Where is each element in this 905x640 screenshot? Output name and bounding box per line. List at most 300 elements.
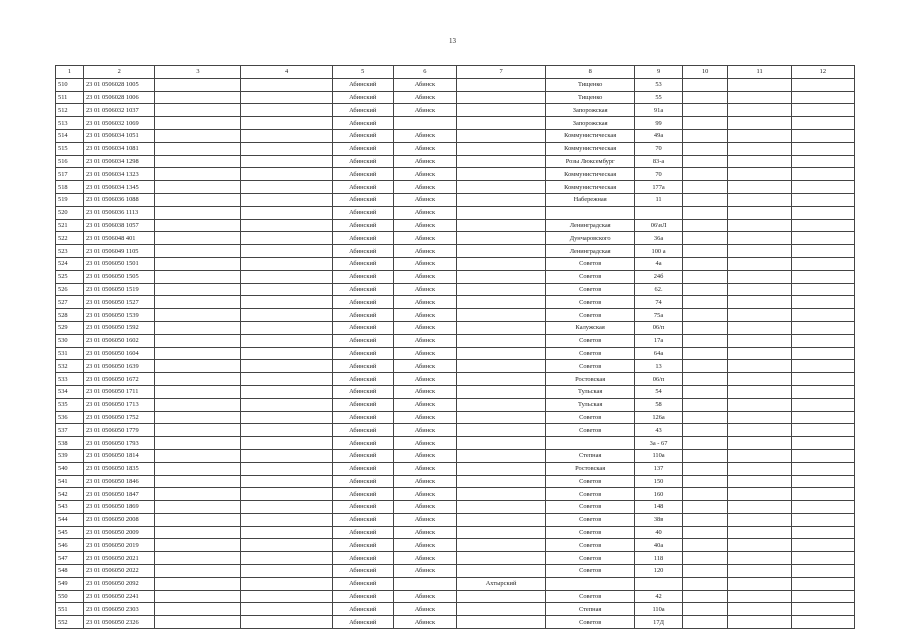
col-11-cell (728, 373, 791, 386)
table-row (56, 78, 855, 91)
city-cell (393, 117, 456, 130)
row-number-cell: 510 (56, 78, 84, 91)
column-header: 12 (791, 66, 854, 79)
column-header: 11 (728, 66, 791, 79)
col-11-cell (728, 270, 791, 283)
col-3-cell (155, 104, 241, 117)
col-4-cell (241, 437, 332, 450)
table-row (56, 488, 855, 501)
row-number-cell: 536 (56, 411, 84, 424)
city-cell: Абинск (393, 181, 456, 194)
house-number-cell: 70 (635, 142, 683, 155)
col-10-cell (682, 283, 728, 296)
settlement-cell (457, 373, 546, 386)
district-cell: Абинский (332, 360, 393, 373)
col-4-cell (241, 373, 332, 386)
district-cell: Абинский (332, 78, 393, 91)
row-number-cell: 528 (56, 309, 84, 322)
table-row (56, 475, 855, 488)
settlement-cell (457, 334, 546, 347)
col-10-cell (682, 590, 728, 603)
row-number-cell: 526 (56, 283, 84, 296)
row-number-cell: 513 (56, 117, 84, 130)
col-10-cell (682, 398, 728, 411)
col-3-cell (155, 385, 241, 398)
district-cell: Абинский (332, 142, 393, 155)
col-12-cell (791, 309, 854, 322)
row-number-cell: 547 (56, 552, 84, 565)
col-12-cell (791, 129, 854, 142)
settlement-cell (457, 117, 546, 130)
col-4-cell (241, 181, 332, 194)
street-cell: Коммунистическая (546, 129, 635, 142)
col-3-cell (155, 616, 241, 629)
table-row (56, 206, 855, 219)
cadastral-number-cell: 23 01 0506038 1057 (83, 219, 155, 232)
cadastral-number-cell: 23 01 0506050 2326 (83, 616, 155, 629)
settlement-cell (457, 539, 546, 552)
col-3-cell (155, 193, 241, 206)
table-row (56, 283, 855, 296)
col-10-cell (682, 219, 728, 232)
cadastral-number-cell: 23 01 0506050 1519 (83, 283, 155, 296)
cadastral-number-cell: 23 01 0506034 1051 (83, 129, 155, 142)
city-cell: Абинск (393, 411, 456, 424)
col-12-cell (791, 424, 854, 437)
district-cell: Абинский (332, 155, 393, 168)
settlement-cell (457, 168, 546, 181)
column-header: 3 (155, 66, 241, 79)
row-number-cell: 534 (56, 385, 84, 398)
col-12-cell (791, 219, 854, 232)
table-row (56, 513, 855, 526)
street-cell: Советов (546, 411, 635, 424)
table-row (56, 129, 855, 142)
city-cell: Абинск (393, 398, 456, 411)
street-cell: Степная (546, 603, 635, 616)
col-12-cell (791, 411, 854, 424)
col-11-cell (728, 155, 791, 168)
col-4-cell (241, 193, 332, 206)
district-cell: Абинский (332, 552, 393, 565)
row-number-cell: 524 (56, 257, 84, 270)
house-number-cell: 64а (635, 347, 683, 360)
col-12-cell (791, 78, 854, 91)
table-row (56, 539, 855, 552)
cadastral-number-cell: 23 01 0506050 2022 (83, 565, 155, 578)
col-3-cell (155, 513, 241, 526)
table-row (56, 104, 855, 117)
col-11-cell (728, 245, 791, 258)
street-cell: Тищенко (546, 91, 635, 104)
col-12-cell (791, 385, 854, 398)
col-10-cell (682, 155, 728, 168)
district-cell: Абинский (332, 603, 393, 616)
col-4-cell (241, 104, 332, 117)
district-cell: Абинский (332, 193, 393, 206)
col-11-cell (728, 257, 791, 270)
cadastral-number-cell: 23 01 0506050 1779 (83, 424, 155, 437)
city-cell: Абинск (393, 449, 456, 462)
city-cell: Абинск (393, 360, 456, 373)
cadastral-number-cell: 23 01 0506050 1835 (83, 462, 155, 475)
col-12-cell (791, 590, 854, 603)
street-cell: Советов (546, 526, 635, 539)
district-cell: Абинский (332, 91, 393, 104)
cadastral-number-cell: 23 01 0506034 1345 (83, 181, 155, 194)
col-10-cell (682, 449, 728, 462)
settlement-cell (457, 245, 546, 258)
table-row (56, 219, 855, 232)
district-cell: Абинский (332, 257, 393, 270)
house-number-cell: 36а (635, 232, 683, 245)
row-number-cell: 542 (56, 488, 84, 501)
col-11-cell (728, 539, 791, 552)
row-number-cell: 535 (56, 398, 84, 411)
house-number-cell: 40а (635, 539, 683, 552)
house-number-cell: 83-а (635, 155, 683, 168)
col-10-cell (682, 309, 728, 322)
settlement-cell (457, 309, 546, 322)
house-number-cell: 99 (635, 117, 683, 130)
cadastral-number-cell: 23 01 0506049 1105 (83, 245, 155, 258)
col-4-cell (241, 78, 332, 91)
col-3-cell (155, 360, 241, 373)
column-header: 5 (332, 66, 393, 79)
district-cell: Абинский (332, 270, 393, 283)
col-4-cell (241, 91, 332, 104)
col-11-cell (728, 475, 791, 488)
district-cell: Абинский (332, 347, 393, 360)
col-3-cell (155, 129, 241, 142)
row-number-cell: 523 (56, 245, 84, 258)
col-10-cell (682, 475, 728, 488)
col-12-cell (791, 373, 854, 386)
settlement-cell (457, 78, 546, 91)
district-cell: Абинский (332, 296, 393, 309)
settlement-cell (457, 475, 546, 488)
house-number-cell: 70 (635, 168, 683, 181)
street-cell: Советов (546, 360, 635, 373)
col-11-cell (728, 296, 791, 309)
house-number-cell: 75а (635, 309, 683, 322)
city-cell: Абинск (393, 78, 456, 91)
col-3-cell (155, 117, 241, 130)
table-row (56, 565, 855, 578)
street-cell: Дунчаровского (546, 232, 635, 245)
row-number-cell: 519 (56, 193, 84, 206)
col-4-cell (241, 296, 332, 309)
district-cell: Абинский (332, 565, 393, 578)
city-cell: Абинск (393, 488, 456, 501)
col-12-cell (791, 245, 854, 258)
row-number-cell: 521 (56, 219, 84, 232)
table-row (56, 360, 855, 373)
col-4-cell (241, 552, 332, 565)
house-number-cell: 58 (635, 398, 683, 411)
table-row (56, 577, 855, 590)
house-number-cell: 91а (635, 104, 683, 117)
settlement-cell (457, 257, 546, 270)
table-row (56, 398, 855, 411)
col-4-cell (241, 142, 332, 155)
district-cell: Абинский (332, 206, 393, 219)
col-10-cell (682, 117, 728, 130)
col-4-cell (241, 155, 332, 168)
col-10-cell (682, 501, 728, 514)
cadastral-number-cell: 23 01 0506050 2092 (83, 577, 155, 590)
col-11-cell (728, 565, 791, 578)
street-cell: Советов (546, 283, 635, 296)
house-number-cell: 177а (635, 181, 683, 194)
house-number-cell: 118 (635, 552, 683, 565)
col-3-cell (155, 552, 241, 565)
street-cell: Советов (546, 334, 635, 347)
col-3-cell (155, 283, 241, 296)
district-cell: Абинский (332, 475, 393, 488)
district-cell: Абинский (332, 245, 393, 258)
col-10-cell (682, 526, 728, 539)
row-number-cell: 530 (56, 334, 84, 347)
col-12-cell (791, 565, 854, 578)
district-cell: Абинский (332, 129, 393, 142)
col-4-cell (241, 424, 332, 437)
district-cell: Абинский (332, 334, 393, 347)
col-11-cell (728, 424, 791, 437)
district-cell: Абинский (332, 449, 393, 462)
col-4-cell (241, 117, 332, 130)
cadastral-number-cell: 23 01 0506050 1793 (83, 437, 155, 450)
col-4-cell (241, 513, 332, 526)
cadastral-number-cell: 23 01 0506050 2241 (83, 590, 155, 603)
col-12-cell (791, 321, 854, 334)
col-11-cell (728, 488, 791, 501)
settlement-cell (457, 206, 546, 219)
col-3-cell (155, 424, 241, 437)
street-cell: Ленинградская (546, 245, 635, 258)
col-4-cell (241, 219, 332, 232)
col-11-cell (728, 398, 791, 411)
cadastral-number-cell: 23 01 0506050 1711 (83, 385, 155, 398)
col-10-cell (682, 257, 728, 270)
col-12-cell (791, 501, 854, 514)
cadastral-number-cell: 23 01 0506032 1069 (83, 117, 155, 130)
row-number-cell: 538 (56, 437, 84, 450)
registry-table (55, 65, 855, 629)
col-11-cell (728, 104, 791, 117)
city-cell: Абинск (393, 309, 456, 322)
row-number-cell: 546 (56, 539, 84, 552)
district-cell: Абинский (332, 104, 393, 117)
col-3-cell (155, 155, 241, 168)
col-12-cell (791, 142, 854, 155)
row-number-cell: 522 (56, 232, 84, 245)
col-11-cell (728, 603, 791, 616)
street-cell: Советов (546, 590, 635, 603)
col-4-cell (241, 603, 332, 616)
col-4-cell (241, 616, 332, 629)
col-10-cell (682, 142, 728, 155)
city-cell: Абинск (393, 616, 456, 629)
city-cell: Абинск (393, 283, 456, 296)
col-11-cell (728, 334, 791, 347)
city-cell: Абинск (393, 321, 456, 334)
district-cell: Абинский (332, 232, 393, 245)
col-11-cell (728, 321, 791, 334)
district-cell: Абинский (332, 488, 393, 501)
row-number-cell: 531 (56, 347, 84, 360)
col-12-cell (791, 513, 854, 526)
street-cell: Тульская (546, 398, 635, 411)
page-number: 13 (449, 37, 456, 45)
col-3-cell (155, 232, 241, 245)
col-4-cell (241, 449, 332, 462)
col-3-cell (155, 270, 241, 283)
row-number-cell: 545 (56, 526, 84, 539)
col-4-cell (241, 462, 332, 475)
house-number-cell: 38в (635, 513, 683, 526)
column-header: 2 (83, 66, 155, 79)
col-10-cell (682, 437, 728, 450)
col-4-cell (241, 168, 332, 181)
house-number-cell: 42 (635, 590, 683, 603)
col-11-cell (728, 142, 791, 155)
col-10-cell (682, 373, 728, 386)
table-row (56, 181, 855, 194)
cadastral-number-cell: 23 01 0506050 1814 (83, 449, 155, 462)
table-body (56, 78, 855, 628)
col-10-cell (682, 411, 728, 424)
city-cell: Абинск (393, 270, 456, 283)
table-row (56, 437, 855, 450)
table-row (56, 321, 855, 334)
col-11-cell (728, 168, 791, 181)
col-4-cell (241, 334, 332, 347)
district-cell: Абинский (332, 590, 393, 603)
cadastral-number-cell: 23 01 0506032 1037 (83, 104, 155, 117)
row-number-cell: 533 (56, 373, 84, 386)
col-4-cell (241, 475, 332, 488)
table-row (56, 270, 855, 283)
city-cell: Абинск (393, 552, 456, 565)
col-3-cell (155, 501, 241, 514)
col-12-cell (791, 475, 854, 488)
city-cell: Абинск (393, 565, 456, 578)
col-12-cell (791, 155, 854, 168)
col-10-cell (682, 462, 728, 475)
settlement-cell (457, 104, 546, 117)
table-row (56, 347, 855, 360)
settlement-cell (457, 424, 546, 437)
city-cell: Абинск (393, 539, 456, 552)
col-4-cell (241, 577, 332, 590)
col-12-cell (791, 488, 854, 501)
house-number-cell (635, 206, 683, 219)
settlement-cell (457, 411, 546, 424)
col-10-cell (682, 424, 728, 437)
row-number-cell: 516 (56, 155, 84, 168)
col-4-cell (241, 129, 332, 142)
row-number-cell: 529 (56, 321, 84, 334)
table-row (56, 462, 855, 475)
col-11-cell (728, 526, 791, 539)
row-number-cell: 550 (56, 590, 84, 603)
cadastral-number-cell: 23 01 0506034 1081 (83, 142, 155, 155)
settlement-cell (457, 142, 546, 155)
col-11-cell (728, 449, 791, 462)
house-number-cell: 54 (635, 385, 683, 398)
column-header: 9 (635, 66, 683, 79)
table-row (56, 424, 855, 437)
col-11-cell (728, 360, 791, 373)
col-4-cell (241, 565, 332, 578)
street-cell: Советов (546, 270, 635, 283)
col-4-cell (241, 270, 332, 283)
col-4-cell (241, 309, 332, 322)
col-12-cell (791, 398, 854, 411)
col-3-cell (155, 526, 241, 539)
col-10-cell (682, 334, 728, 347)
cadastral-number-cell: 23 01 0506050 1846 (83, 475, 155, 488)
row-number-cell: 512 (56, 104, 84, 117)
col-10-cell (682, 565, 728, 578)
table-row (56, 616, 855, 629)
col-12-cell (791, 270, 854, 283)
district-cell: Абинский (332, 616, 393, 629)
settlement-cell (457, 181, 546, 194)
row-number-cell: 539 (56, 449, 84, 462)
settlement-cell (457, 603, 546, 616)
settlement-cell (457, 283, 546, 296)
street-cell: Советов (546, 309, 635, 322)
table-row (56, 603, 855, 616)
row-number-cell: 532 (56, 360, 84, 373)
street-cell: Тищенко (546, 78, 635, 91)
street-cell: Советов (546, 296, 635, 309)
col-10-cell (682, 539, 728, 552)
table-row (56, 449, 855, 462)
col-10-cell (682, 296, 728, 309)
col-10-cell (682, 360, 728, 373)
column-header: 7 (457, 66, 546, 79)
col-11-cell (728, 193, 791, 206)
city-cell: Абинск (393, 437, 456, 450)
street-cell: Коммунистическая (546, 142, 635, 155)
city-cell: Абинск (393, 334, 456, 347)
col-4-cell (241, 257, 332, 270)
col-12-cell (791, 232, 854, 245)
cadastral-number-cell: 23 01 0506050 1639 (83, 360, 155, 373)
col-3-cell (155, 78, 241, 91)
street-cell: Ростовская (546, 462, 635, 475)
col-11-cell (728, 117, 791, 130)
col-12-cell (791, 168, 854, 181)
cadastral-number-cell: 23 01 0506050 1847 (83, 488, 155, 501)
col-12-cell (791, 449, 854, 462)
settlement-cell (457, 616, 546, 629)
city-cell: Абинск (393, 296, 456, 309)
col-12-cell (791, 296, 854, 309)
house-number-cell: 55 (635, 91, 683, 104)
table-row (56, 309, 855, 322)
district-cell: Абинский (332, 117, 393, 130)
col-4-cell (241, 206, 332, 219)
col-12-cell (791, 462, 854, 475)
street-cell: Советов (546, 488, 635, 501)
district-cell: Абинский (332, 309, 393, 322)
table-row (56, 91, 855, 104)
house-number-cell: 4а (635, 257, 683, 270)
